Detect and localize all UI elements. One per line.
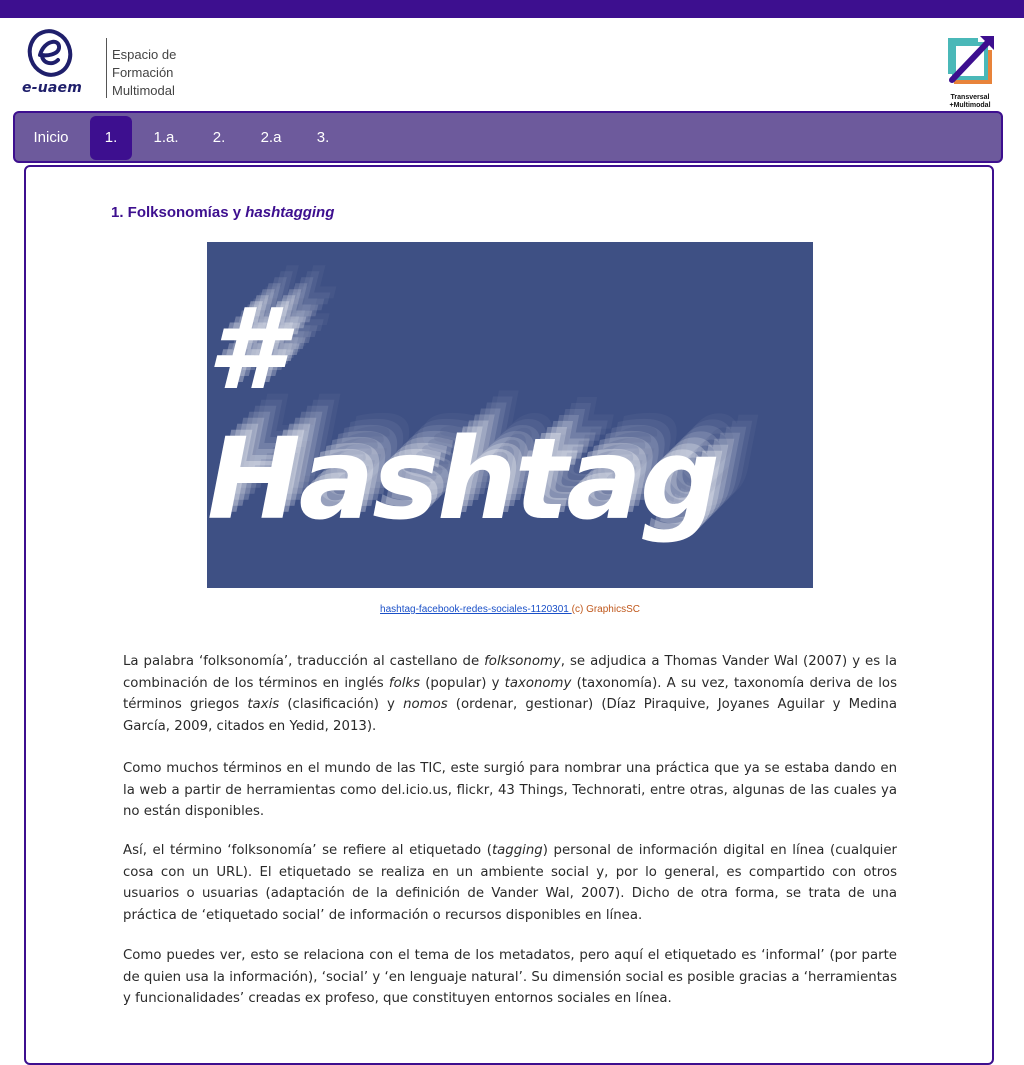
paragraph-1 — [123, 651, 897, 737]
text-run: (taxonomía). A su vez, taxonomía deriva de los términos griegos — [123, 675, 897, 712]
section-title-emphasis: hashtagging — [245, 204, 335, 221]
section-title-text: 1. Folksonomías y — [111, 204, 246, 221]
nav-item-1a[interactable]: 1.a. — [153, 129, 179, 146]
image-credit: (c) GraphicsSC — [571, 604, 640, 615]
nav-item-3[interactable]: 3. — [316, 129, 330, 146]
text-run: Así, el término ‘folksonomía’ se refiere al etiquetado ( — [123, 843, 492, 858]
badge-label — [940, 94, 1000, 110]
text-emphasis: taxis — [247, 697, 280, 712]
text-run: (clasificación) y — [279, 697, 404, 712]
logo-line: Formación — [112, 65, 174, 80]
text-run: (ordenar, gestionar) (Díaz Piraquive, Joyanes Aguilar y Medina García, 2009, citados en Yedid, 2013). — [123, 697, 897, 734]
euaem-logo[interactable] — [22, 28, 177, 98]
nav-item-inicio[interactable]: Inicio — [33, 129, 69, 146]
section-nav — [13, 111, 1003, 163]
text-emphasis: tagging — [491, 843, 543, 858]
hashtag-image — [207, 242, 813, 588]
euaem-logo-mark — [22, 28, 84, 98]
hashtag-image-text: # Hashtag — [207, 285, 718, 545]
section-title — [111, 204, 334, 221]
top-accent-bar — [0, 0, 1024, 18]
logo-text — [112, 46, 176, 100]
text-run: ) personal de información digital en línea (cualquier cosa con un URL). El etiquetado se realiza en un ambiente social y, por lo general, es compartido con otros usuarios o usuarias (adaptación de la definición de Vander Wal, 2007). Dicho de otra forma, se trata de una práctica de ‘etiquetado social’ de información o recursos disponibles en línea. — [123, 843, 897, 923]
nav-item-1[interactable]: 1. — [90, 116, 132, 160]
logo-divider — [106, 38, 107, 98]
nav-item-2[interactable]: 2. — [212, 129, 226, 146]
badge-line: Transversal — [950, 94, 990, 101]
text-emphasis: taxonomy — [504, 675, 572, 691]
text-emphasis: folksonomy — [484, 654, 561, 669]
nav-item-2a[interactable]: 2.a — [260, 129, 282, 146]
text-run: La palabra ‘folksonomía’, traducción al castellano de — [123, 654, 485, 669]
transversal-arrow-icon — [940, 30, 1000, 92]
image-source-link[interactable]: hashtag-facebook-redes-sociales-1120301 — [380, 604, 572, 615]
site-header — [0, 18, 1024, 110]
logo-line: Multimodal — [112, 83, 175, 98]
text-emphasis: nomos — [403, 697, 448, 712]
transversal-multimodal-badge — [940, 30, 1000, 110]
paragraph-3 — [123, 840, 897, 926]
text-run: , se adjudica a Thomas Vander Wal (2007) y es la combinación de los términos en inglés — [123, 654, 897, 691]
paragraph-4 — [123, 945, 897, 1010]
paragraph-2-text: Como muchos términos en el mundo de las TIC, este surgió para nombrar una práctica que ya se estaba dando en la web a partir de herramientas como del.icio.us, flickr, 43 Things, Technorati, entre otras, algunas de las cuales ya no están disponibles. — [123, 761, 897, 819]
paragraph-4-text: Como puedes ver, esto se relaciona con el tema de los metadatos, pero aquí el etiquetado es ‘informal’ (por parte de quien usa la información), ‘social’ y ‘en lenguaje natural’. Su dimensión social es posible gracias a ‘herramientas y funcionalidades’ creadas ex profeso, que constituyen entornos sociales en línea. — [123, 948, 897, 1006]
euaem-e-icon — [26, 28, 74, 78]
logo-wordmark: e-uaem — [22, 80, 83, 96]
image-caption — [207, 604, 813, 615]
paragraph-2 — [123, 758, 897, 823]
text-run: (popular) y — [420, 675, 505, 691]
text-emphasis: folks — [388, 675, 421, 691]
badge-line: +Multimodal — [949, 102, 991, 109]
logo-line: Espacio de — [112, 47, 177, 62]
